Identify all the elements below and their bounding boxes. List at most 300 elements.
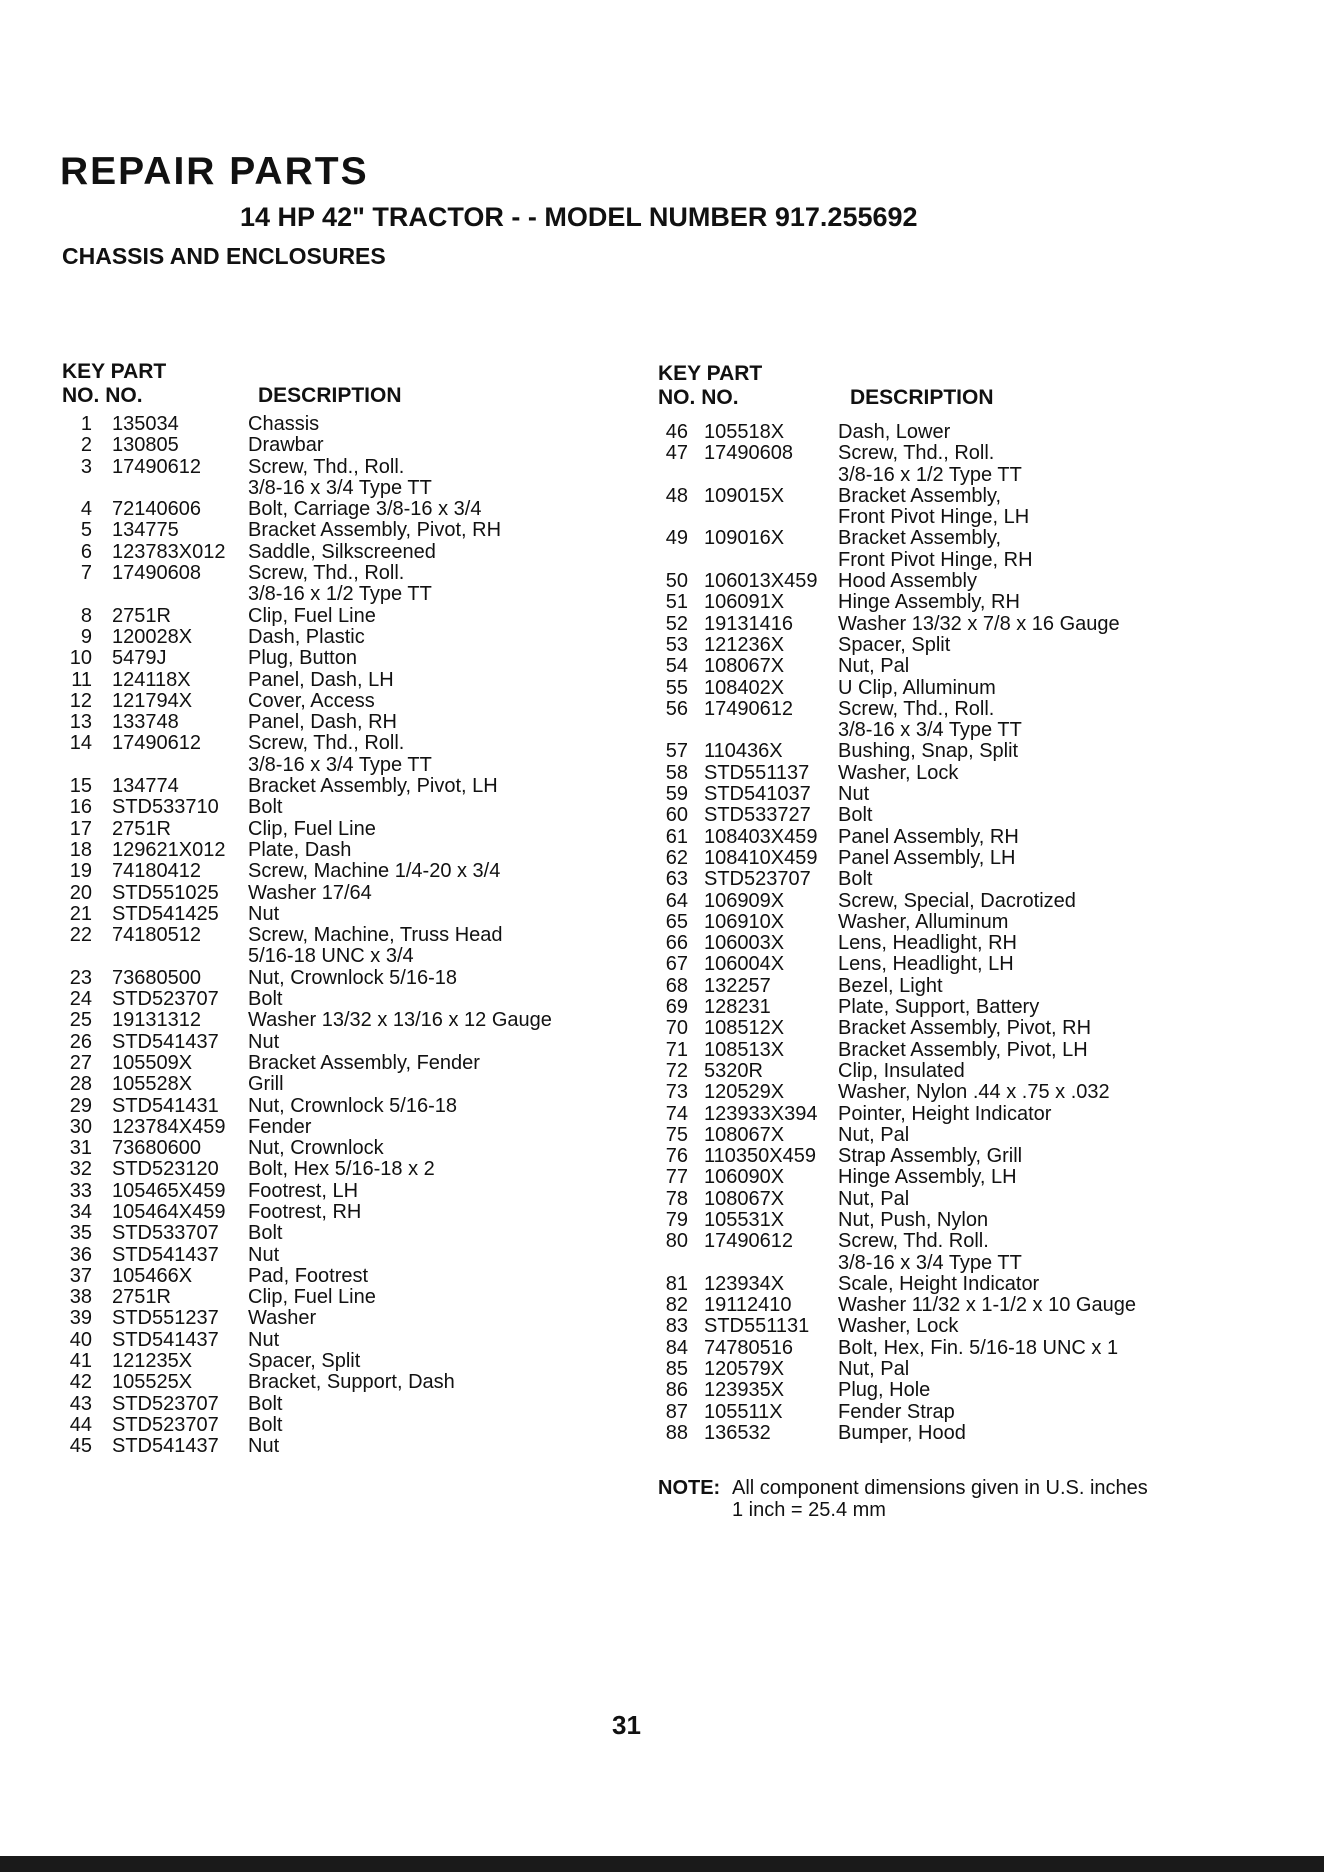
part-description: Bolt [248,1392,283,1415]
part-no: 132257 [704,974,771,997]
part-no: 110436X [704,740,783,763]
key-no: 81 [665,1272,688,1295]
part-description: Scale, Height Indicator [838,1272,1040,1295]
part-no: STD541437 [112,1030,219,1053]
key-no: 54 [665,655,688,678]
part-description: Clip, Fuel Line [248,817,376,840]
key-no: 43 [69,1392,92,1415]
part-description: Spacer, Split [838,633,951,656]
part-description: Washer, Lock [838,1315,959,1338]
key-no: 6 [80,540,92,563]
key-no: 21 [69,902,92,925]
part-description: Screw, Thd. Roll. 3/8-16 x 3/4 Type TT [838,1230,1022,1274]
key-no: 36 [69,1243,92,1266]
table-row [62,1117,682,1138]
table-row [658,422,1298,443]
note-text: All component dimensions given in U.S. inches 1 inch = 25.4 mm [732,1477,1148,1521]
key-no: 88 [665,1421,688,1444]
key-no: 45 [69,1435,92,1458]
key-no: 8 [80,604,92,627]
key-no: 74 [665,1102,688,1125]
table-row [658,784,1298,805]
table-row [658,1274,1298,1295]
table-row [62,925,682,968]
part-description: Hinge Assembly, LH [838,1166,1017,1189]
key-no: 20 [69,881,92,904]
table-row [62,1436,682,1457]
table-row [62,457,682,500]
part-description: Pointer, Height Indicator [838,1102,1052,1125]
part-description: Nut, Crownlock [248,1137,384,1160]
part-description: Nut, Crownlock 5/16-18 [248,1094,457,1117]
part-no: STD523707 [112,988,219,1011]
part-no: 123933X394 [704,1102,818,1125]
part-no: STD523707 [704,868,811,891]
key-no: 27 [69,1051,92,1074]
table-row [62,1245,682,1266]
table-row [658,997,1298,1018]
part-no: 2751R [112,817,171,840]
part-description: Bolt, Hex 5/16-18 x 2 [248,1158,435,1181]
key-no: 34 [69,1200,92,1223]
part-description: Panel, Dash, LH [248,668,394,691]
part-no: 133748 [112,711,179,734]
table-row [62,1372,682,1393]
table-row [62,1223,682,1244]
part-no: 106003X [704,932,785,955]
part-description: Plug, Button [248,647,357,670]
part-description: Washer, Nylon .44 x .75 x .032 [838,1081,1110,1104]
table-row [658,1380,1298,1401]
part-description: Nut [248,1435,280,1458]
header-description: DESCRIPTION [850,386,994,409]
table-row [62,819,682,840]
column-header [658,362,1298,416]
part-no: 105528X [112,1073,193,1096]
part-description: Screw, Thd., Roll. 3/8-16 x 1/2 Type TT [838,442,1022,486]
part-no: 74180412 [112,860,201,883]
table-row [62,648,682,669]
part-description: Washer [248,1307,317,1330]
key-no: 87 [665,1400,688,1423]
part-no: 108402X [704,676,785,699]
part-no: 17490612 [704,1230,793,1253]
part-description: Fender [248,1115,312,1138]
key-no: 73 [665,1081,688,1104]
part-description: Panel Assembly, RH [838,825,1019,848]
part-no: 123935X [704,1379,785,1402]
part-description: Drawbar [248,434,324,457]
table-row [658,1104,1298,1125]
part-no: 106091X [704,591,785,614]
key-no: 78 [665,1187,688,1210]
part-description: Nut [248,1030,280,1053]
part-no: 2751R [112,604,171,627]
part-no: 105465X459 [112,1179,226,1202]
part-no: 2751R [112,1286,171,1309]
key-no: 41 [69,1350,92,1373]
part-description: Bolt [838,804,873,827]
key-no: 29 [69,1094,92,1117]
part-description: Bracket Assembly, Front Pivot Hinge, LH [838,484,1030,529]
key-no: 38 [69,1286,92,1309]
part-description: Washer, Alluminum [838,910,1009,933]
key-no: 59 [665,783,688,806]
part-no: 128231 [704,996,771,1019]
part-description: Washer 17/64 [248,881,372,904]
part-no: STD523707 [112,1413,219,1436]
key-no: 52 [665,612,688,635]
header-key-part: KEY PART [658,362,763,385]
part-description: Washer, Lock [838,761,959,784]
table-row [62,883,682,904]
part-no: 105531X [704,1208,785,1231]
part-description: Bracket Assembly, Pivot, RH [838,1017,1092,1040]
part-no: STD551131 [704,1315,810,1338]
part-description: Nut, Pal [838,1358,910,1381]
part-description: Chassis [248,413,320,435]
part-description: Screw, Machine 1/4-20 x 3/4 [248,860,501,883]
table-row [62,1181,682,1202]
header-no: NO. NO. [62,384,143,407]
table-row [658,1189,1298,1210]
part-description: Bracket Assembly, Pivot, LH [838,1038,1088,1061]
table-row [658,1210,1298,1231]
key-no: 48 [665,484,688,507]
key-no: 84 [665,1336,688,1359]
part-description: Clip, Fuel Line [248,1286,376,1309]
part-description: Panel Assembly, LH [838,846,1016,869]
key-no: 35 [69,1222,92,1245]
part-no: 17490612 [112,732,201,755]
part-description: Washer 13/32 x 13/16 x 12 Gauge [248,1009,552,1032]
key-no: 50 [665,570,688,593]
key-no: 56 [665,697,688,720]
part-no: STD523707 [112,1392,219,1415]
part-description: Saddle, Silkscreened [248,540,436,563]
table-row [62,1394,682,1415]
part-no: 108513X [704,1038,785,1061]
key-no: 86 [665,1379,688,1402]
table-row [658,614,1298,635]
part-description: Fender Strap [838,1400,955,1423]
table-row [658,805,1298,826]
part-no: 19131416 [704,612,793,635]
part-description: Strap Assembly, Grill [838,1145,1023,1168]
parts-list-right [658,362,1298,1444]
key-no: 7 [80,562,92,585]
table-row [62,1330,682,1351]
model-subtitle: 14 HP 42" TRACTOR - - MODEL NUMBER 917.255692 [240,202,918,232]
parts-rows [658,422,1298,1444]
part-no: 123934X [704,1272,785,1295]
part-no: 106090X [704,1166,785,1189]
key-no: 69 [665,996,688,1019]
part-no: 17490612 [704,697,793,720]
table-row [62,1202,682,1223]
key-no: 72 [665,1059,688,1082]
table-row [658,741,1298,762]
part-description: Nut, Push, Nylon [838,1208,989,1231]
page-number: 31 [612,1710,641,1740]
key-no: 62 [665,846,688,869]
key-no: 28 [69,1073,92,1096]
table-row [62,414,682,435]
key-no: 31 [69,1137,92,1160]
key-no: 44 [69,1413,92,1436]
table-row [658,1231,1298,1274]
part-no: 120028X [112,625,193,648]
part-description: Washer 13/32 x 7/8 x 16 Gauge [838,612,1120,635]
table-row [62,499,682,520]
key-no: 19 [69,860,92,883]
table-row [62,1308,682,1329]
key-no: 25 [69,1009,92,1032]
table-row [62,627,682,648]
table-row [658,827,1298,848]
key-no: 33 [69,1179,92,1202]
key-no: 17 [69,817,92,840]
part-no: 108067X [704,1187,785,1210]
part-description: Lens, Headlight, RH [838,932,1017,955]
table-row [62,435,682,456]
part-no: 120579X [704,1358,785,1381]
dimension-note [658,1477,1298,1521]
part-description: Bracket Assembly, Fender [248,1051,480,1074]
part-no: STD541437 [112,1435,219,1458]
section-heading: CHASSIS AND ENCLOSURES [62,243,386,269]
part-no: 73680500 [112,966,201,989]
part-no: 72140606 [112,498,201,521]
table-row [658,1338,1298,1359]
table-row [62,797,682,818]
table-row [62,733,682,776]
key-no: 60 [665,804,688,827]
part-description: Screw, Thd., Roll. 3/8-16 x 3/4 Type TT [248,732,432,776]
part-description: Hinge Assembly, RH [838,591,1020,614]
table-row [62,670,682,691]
key-no: 42 [69,1371,92,1394]
key-no: 39 [69,1307,92,1330]
part-description: Footrest, LH [248,1179,359,1202]
key-no: 2 [80,434,92,457]
part-description: Dash, Lower [838,421,951,443]
table-row [658,528,1298,571]
note-label: NOTE: [658,1477,721,1499]
part-no: STD541437 [112,1243,219,1266]
part-no: 121235X [112,1350,193,1373]
part-no: 19112410 [704,1294,792,1317]
table-row [658,1423,1298,1444]
key-no: 23 [69,966,92,989]
key-no: 70 [665,1017,688,1040]
key-no: 1 [80,413,92,435]
part-description: Washer 11/32 x 1-1/2 x 10 Gauge [838,1294,1136,1317]
part-no: 129621X012 [112,838,226,861]
table-row [658,848,1298,869]
key-no: 40 [69,1328,92,1351]
part-description: Clip, Insulated [838,1059,965,1082]
table-row [658,1061,1298,1082]
part-description: Nut, Pal [838,1187,910,1210]
key-no: 68 [665,974,688,997]
table-row [62,1138,682,1159]
part-no: 109015X [704,484,785,507]
part-no: 120529X [704,1081,785,1104]
part-no: 108403X459 [704,825,818,848]
table-row [658,635,1298,656]
part-description: Bracket, Support, Dash [248,1371,455,1394]
part-no: 105509X [112,1051,193,1074]
table-row [62,904,682,925]
part-no: 105525X [112,1371,193,1394]
part-no: STD551025 [112,881,219,904]
part-no: 108067X [704,1123,785,1146]
table-row [658,571,1298,592]
table-row [658,1402,1298,1423]
table-row [62,520,682,541]
part-no: 110350X459 [704,1145,816,1168]
part-no: 106004X [704,953,785,976]
part-no: 134775 [112,519,179,542]
part-description: Bolt, Hex, Fin. 5/16-18 UNC x 1 [838,1336,1119,1359]
table-row [62,1010,682,1031]
part-no: 105464X459 [112,1200,226,1223]
table-row [62,691,682,712]
part-description: Bumper, Hood [838,1421,966,1444]
key-no: 26 [69,1030,92,1053]
part-description: Dash, Plastic [248,625,365,648]
table-row [658,1125,1298,1146]
part-no: STD533710 [112,796,219,819]
key-no: 30 [69,1115,92,1138]
part-description: Screw, Machine, Truss Head 5/16-18 UNC x 3/4 [248,924,503,968]
part-no: STD541437 [112,1328,219,1351]
table-row [658,656,1298,677]
part-no: 74780516 [704,1336,793,1359]
part-description: Nut [838,783,870,806]
part-no: 108410X459 [704,846,818,869]
key-no: 24 [69,988,92,1011]
part-description: Nut [248,1328,280,1351]
part-description: Nut, Crownlock 5/16-18 [248,966,457,989]
table-row [62,1159,682,1180]
part-no: 123784X459 [112,1115,226,1138]
key-no: 57 [665,740,688,763]
table-row [658,1316,1298,1337]
part-description: Bezel, Light [838,974,943,997]
key-no: 22 [69,924,92,947]
part-no: STD541037 [704,783,811,806]
table-row [62,1415,682,1436]
key-no: 61 [665,825,688,848]
parts-rows [62,414,682,1458]
part-no: STD533707 [112,1222,219,1245]
part-no: 105466X [112,1264,193,1287]
part-description: Bushing, Snap, Split [838,740,1019,763]
part-description: Grill [248,1073,284,1096]
table-row [62,1266,682,1287]
part-no: 74180512 [112,924,201,947]
table-row [658,1295,1298,1316]
table-row [658,891,1298,912]
part-description: Pad, Footrest [248,1264,369,1287]
key-no: 63 [665,868,688,891]
part-description: Nut, Pal [838,1123,910,1146]
table-row [62,606,682,627]
table-row [658,954,1298,975]
key-no: 15 [69,775,92,798]
header-no: NO. NO. [658,386,739,409]
part-description: Screw, Thd., Roll. 3/8-16 x 3/4 Type TT [248,455,432,499]
key-no: 13 [69,711,92,734]
table-row [62,968,682,989]
part-no: STD523120 [112,1158,219,1181]
table-row [658,1040,1298,1061]
table-row [658,443,1298,486]
table-row [62,776,682,797]
table-row [658,699,1298,742]
parts-list-left [62,360,682,1458]
key-no: 65 [665,910,688,933]
part-description: Bracket Assembly, Pivot, RH [248,519,502,542]
part-no: 17490608 [112,562,201,585]
part-no: 124118X [112,668,191,691]
table-row [658,1359,1298,1380]
key-no: 5 [80,519,92,542]
table-row [62,861,682,882]
column-header [62,360,682,414]
key-no: 11 [71,668,92,691]
part-no: 108067X [704,655,785,678]
table-row [658,678,1298,699]
table-row [658,592,1298,613]
key-no: 64 [665,889,688,912]
key-no: 77 [665,1166,688,1189]
part-description: Nut [248,1243,280,1266]
part-description: Plug, Hole [838,1379,931,1402]
part-no: 106013X459 [704,570,818,593]
table-row [62,1287,682,1308]
key-no: 32 [69,1158,92,1181]
key-no: 66 [665,932,688,955]
table-row [658,869,1298,890]
part-no: 134774 [112,775,179,798]
part-no: 135034 [112,413,179,435]
part-description: Bolt, Carriage 3/8-16 x 3/4 [248,498,482,521]
key-no: 10 [69,647,92,670]
header-key-part: KEY PART [62,360,167,383]
part-description: Panel, Dash, RH [248,711,397,734]
part-no: 105511X [704,1400,783,1423]
part-description: Bracket Assembly, Pivot, LH [248,775,498,798]
table-row [62,563,682,606]
header-description: DESCRIPTION [258,384,402,407]
table-row [658,933,1298,954]
part-no: 17490608 [704,442,793,465]
part-description: Bolt [248,1413,283,1436]
key-no: 46 [665,421,688,443]
part-description: Nut, Pal [838,655,910,678]
key-no: 79 [665,1208,688,1231]
key-no: 53 [665,633,688,656]
key-no: 16 [69,796,92,819]
part-no: 136532 [704,1421,771,1444]
part-no: STD551237 [112,1307,219,1330]
part-no: 106910X [704,910,785,933]
part-no: 73680600 [112,1137,201,1160]
part-no: 105518X [704,421,785,443]
